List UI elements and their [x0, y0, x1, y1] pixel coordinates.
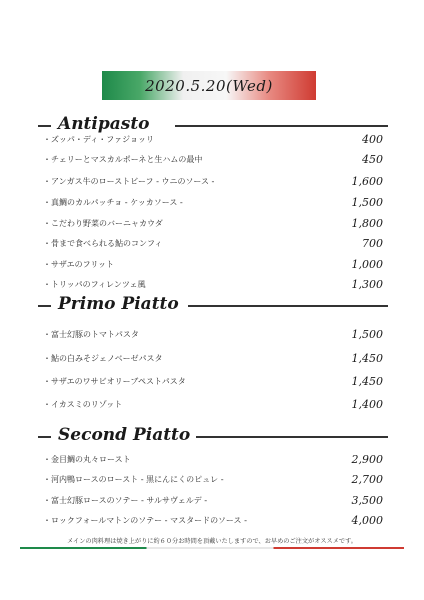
menu-item	[43, 217, 383, 231]
item-name: ・トリッパのフィレンツェ風	[43, 280, 146, 289]
item-name: ・イカスミのリゾット	[43, 400, 123, 409]
menu-item	[43, 278, 383, 292]
item-price: 1,450	[351, 352, 383, 365]
heading-dash	[38, 125, 51, 127]
section-title: Antipasto	[58, 114, 150, 134]
date-banner	[102, 71, 316, 100]
item-price: 1,450	[351, 375, 383, 388]
section-second-heading	[38, 425, 388, 447]
item-name: ・河内鴨ロースのロースト - 黒にんにくのピュレ -	[43, 475, 224, 484]
section-title: Second Piatto	[58, 425, 191, 445]
item-name: ・サザエのフリット	[43, 260, 115, 269]
menu-date: 2020.5.20(Wed)	[145, 76, 273, 95]
item-name: ・こだわり野菜のバーニャカウダ	[43, 219, 163, 228]
menu-item	[43, 237, 383, 251]
item-name: ・富士幻豚ロースのソテー - サルサヴェルデ -	[43, 496, 208, 505]
item-name: ・ズッパ・ディ・ファジョッリ	[43, 135, 154, 144]
menu-item	[43, 514, 383, 528]
heading-dash	[38, 436, 51, 438]
menu-item	[43, 375, 383, 389]
menu-item	[43, 196, 383, 210]
item-name: ・ロックフォールマトンのソテー - マスタードのソース -	[43, 516, 247, 525]
item-price: 450	[362, 153, 383, 166]
footnote: メインの肉料理は焼き上がりに約６０分お時間を頂戴いたしますので、お早めのご注文がオススメです。	[66, 538, 357, 545]
item-price: 1,000	[351, 258, 383, 271]
item-name: ・チェリーとマスカルポーネと生ハムの最中	[43, 155, 203, 164]
item-name: ・アンガス牛のローストビーフ - ウニのソース -	[43, 177, 215, 186]
menu-item	[43, 175, 383, 189]
heading-rule	[188, 305, 388, 307]
menu-item	[43, 258, 383, 272]
tricolor-rule	[20, 547, 404, 549]
section-primo-heading	[38, 294, 388, 316]
menu-item	[43, 494, 383, 508]
item-name: ・鮎の白みそジェノベーゼパスタ	[43, 354, 163, 363]
heading-rule	[196, 436, 388, 438]
item-price: 2,900	[351, 453, 383, 466]
menu-item	[43, 328, 383, 342]
item-price: 2,700	[351, 473, 383, 486]
item-name: ・金目鯛の丸々ロースト	[43, 455, 131, 464]
item-name: ・真鯛のカルパッチョ - ケッカソース -	[43, 198, 183, 207]
item-price: 1,500	[351, 328, 383, 341]
item-price: 3,500	[351, 494, 383, 507]
heading-dash	[38, 305, 51, 307]
item-price: 1,500	[351, 196, 383, 209]
item-price: 4,000	[351, 514, 383, 527]
item-name: ・骨まで食べられる鮎のコンフィ	[43, 239, 163, 248]
item-price: 1,400	[351, 398, 383, 411]
item-price: 1,300	[351, 278, 383, 291]
item-price: 700	[362, 237, 383, 250]
menu-item	[43, 153, 383, 167]
menu-item	[43, 398, 383, 412]
item-price: 1,800	[351, 217, 383, 230]
item-price: 1,600	[351, 175, 383, 188]
heading-rule	[175, 125, 388, 127]
menu-item	[43, 453, 383, 467]
item-name: ・サザエのワサビオリーブペストパスタ	[43, 377, 186, 386]
menu-item	[43, 352, 383, 366]
menu-item	[43, 133, 383, 147]
item-price: 400	[362, 133, 383, 146]
item-name: ・富士幻豚のトマトパスタ	[43, 330, 139, 339]
section-title: Primo Piatto	[58, 294, 179, 314]
menu-item	[43, 473, 383, 487]
